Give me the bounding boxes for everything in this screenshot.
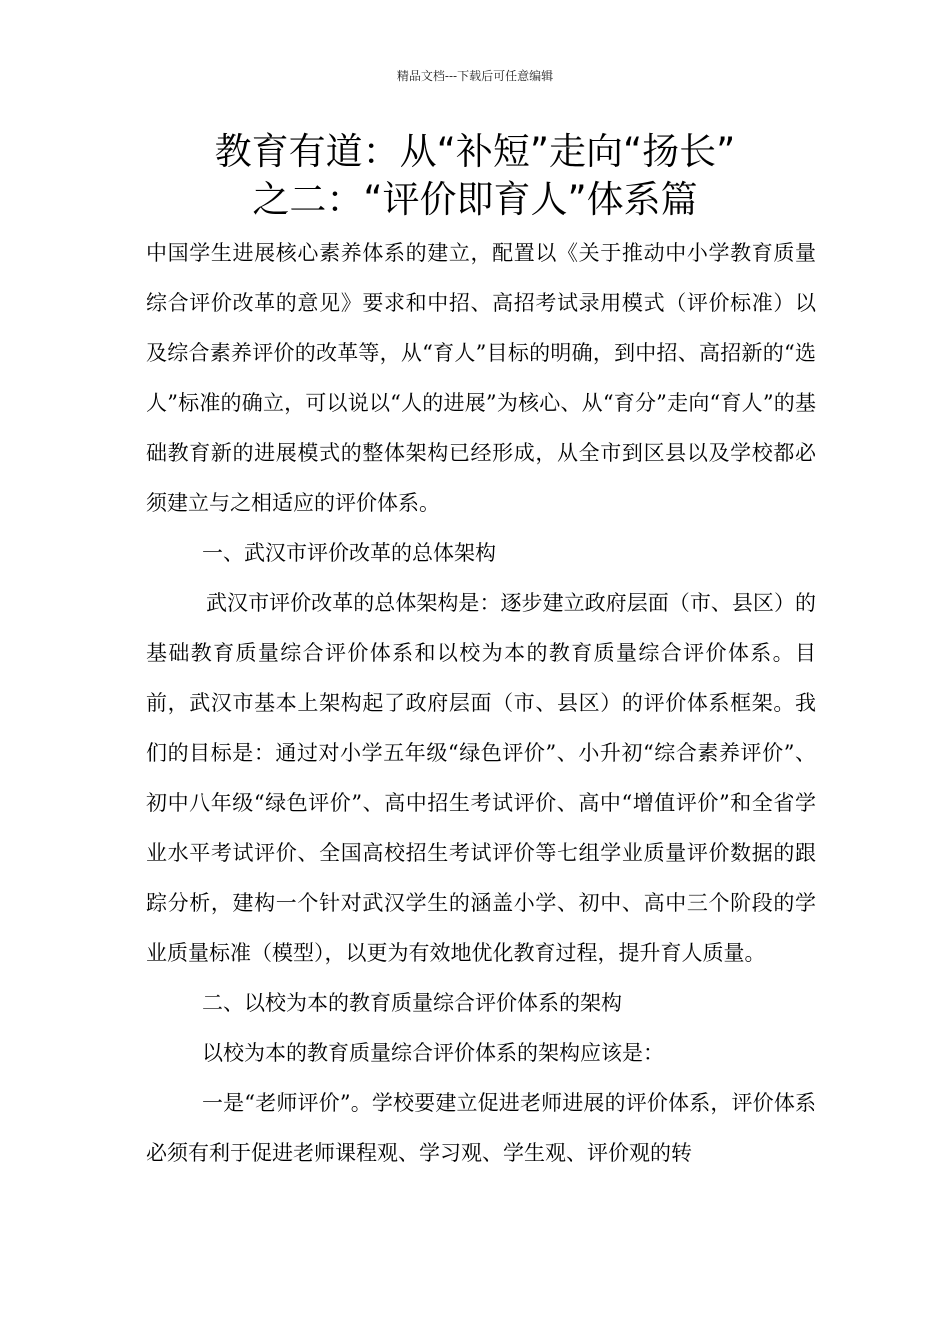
section-heading-1: 一、武汉市评价改革的总体架构 — [202, 541, 496, 565]
section-heading-2: 二、以校为本的教育质量综合评价体系的架构 — [202, 991, 622, 1015]
intro-paragraph: 中国学生进展核心素养体系的建立，配置以《关于推动中小学教育质量综合评价改革的意见》要求和中招、高招考试录用模式（评价标准）以及综合素养评价的改革等，从“育人”目标的明确，到中招、高招新的“选人”标准的确立，可以说以“人的进展”为核心、从“育分”走向“育人”的基础教育新的进展模式的整体架构已经形成，从全市到区县以及学校都必须建立与之相适应的评价体系。 — [146, 241, 816, 515]
section-1-paragraph: 武汉市评价改革的总体架构是：逐步建立政府层面（市、县区）的基础教育质量综合评价体系和以校为本的教育质量综合评价体系。目前，武汉市基本上架构起了政府层面（市、县区）的评价体系框架。我们的目标是：通过对小学五年级“绿色评价”、小升初“综合素养评价”、初中八年级“绿色评价”、高中招生考试评价、高中“增值评价”和全省学业水平考试评价、全国高校招生考试评价等七组学业质量评价数据的跟踪分析，建构一个针对武汉学生的涵盖小学、初中、高中三个阶段的学业质量标准（模型），以更为有效地优化教育过程，提升育人质量。 — [146, 591, 816, 965]
document-body — [146, 228, 816, 1178]
section-2-intro: 以校为本的教育质量综合评价体系的架构应该是： — [202, 1041, 664, 1065]
title-line-1: 教育有道：从“补短”走向“扬长” — [214, 130, 736, 173]
header-note: 精品文档---下载后可任意编辑 — [396, 69, 554, 83]
document-title — [100, 128, 850, 224]
section-2-paragraph: 一是“老师评价”。学校要建立促进老师进展的评价体系，评价体系必须有利于促进老师课程观、学习观、学生观、评价观的转 — [146, 1091, 816, 1165]
title-line-2: 之二：“评价即育人”体系篇 — [252, 178, 698, 221]
